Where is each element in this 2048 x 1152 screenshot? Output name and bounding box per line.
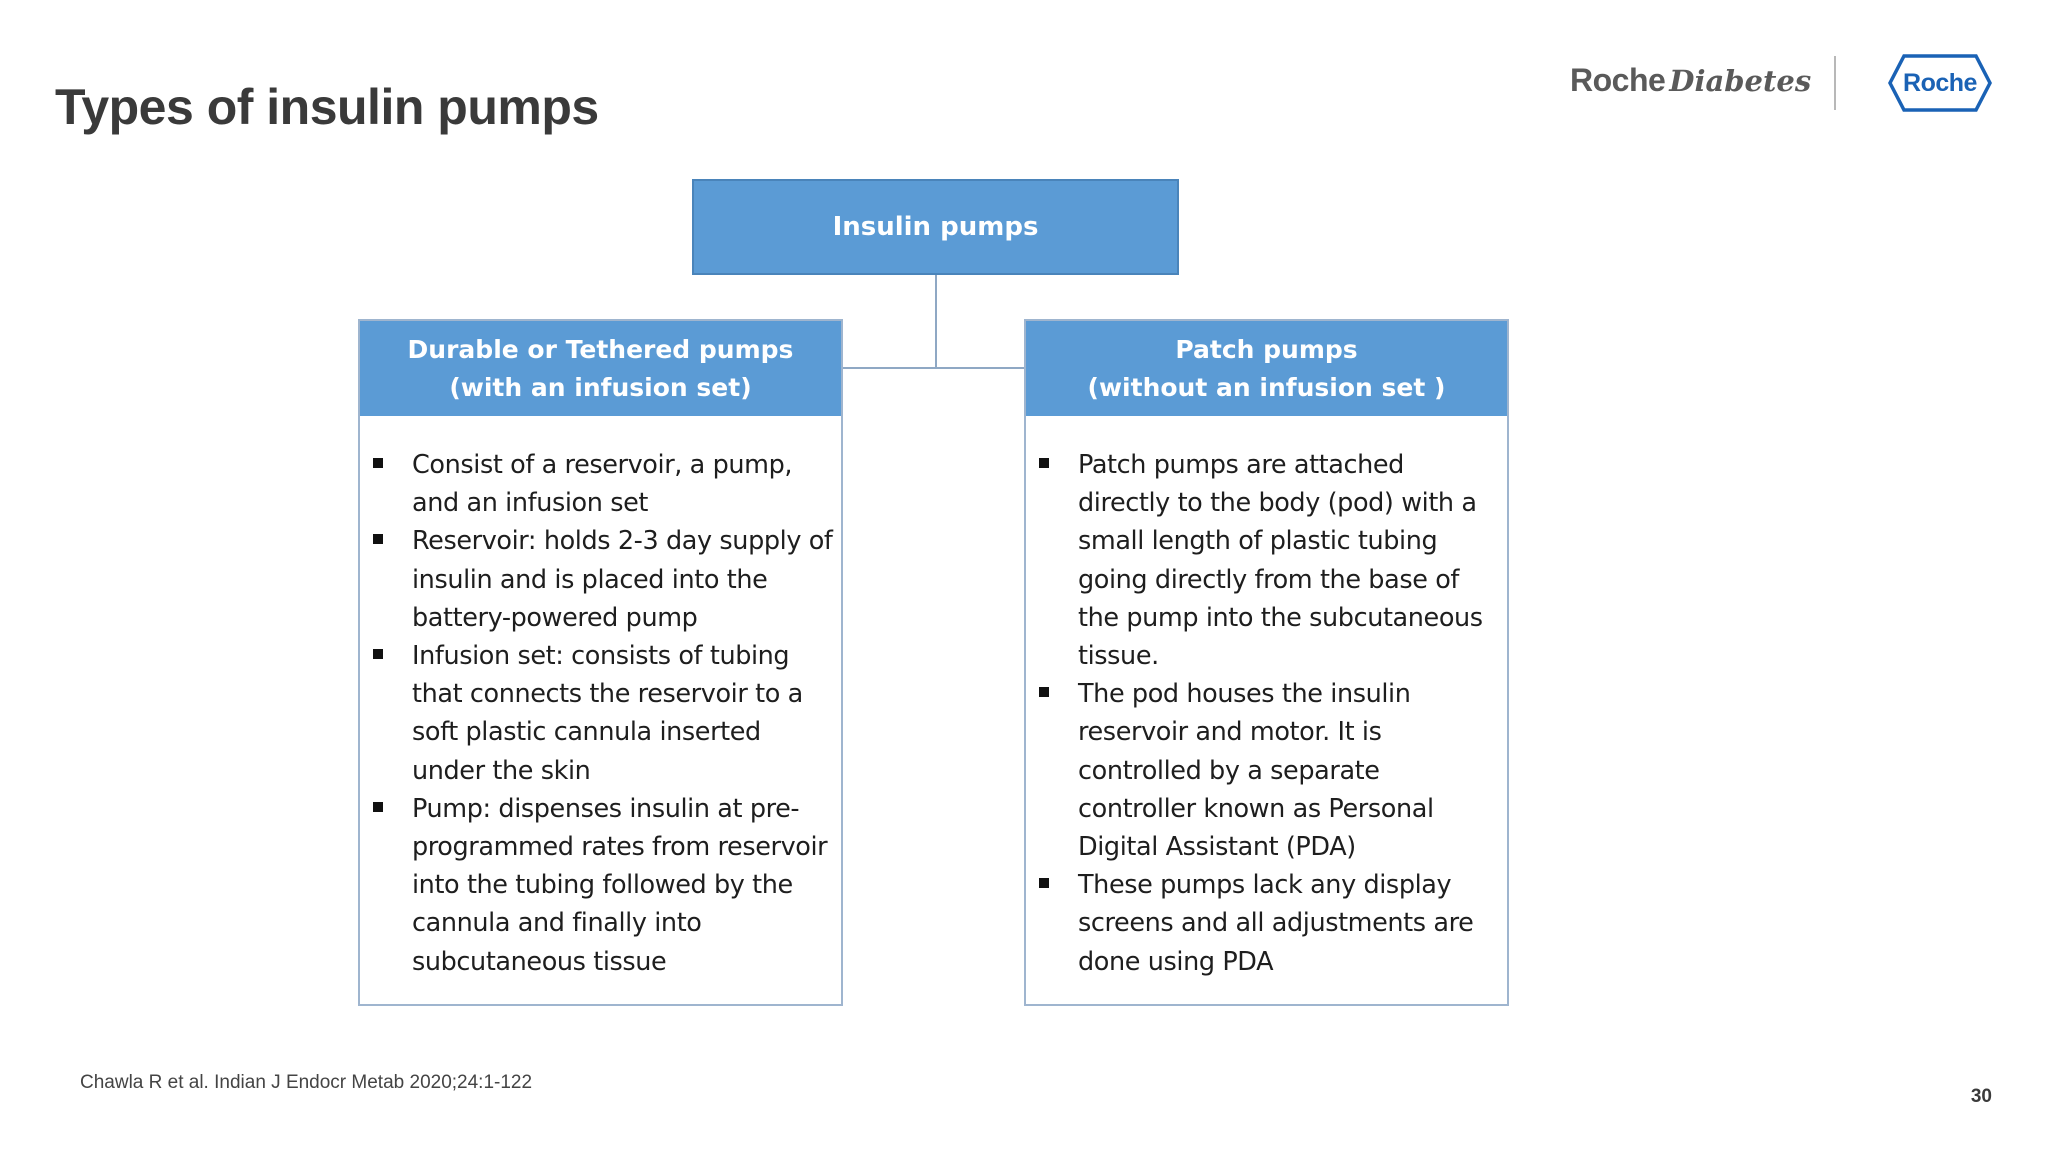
square-bullet-icon	[1039, 878, 1049, 888]
citation: Chawla R et al. Indian J Endocr Metab 2020;24:1-122	[80, 1072, 533, 1093]
branch-heading	[360, 321, 841, 416]
branch-bullet-list	[1026, 416, 1507, 981]
slide-title: Types of insulin pumps	[55, 79, 599, 135]
bullet-text: Reservoir: holds 2-3 day supply of insulin and is placed into the battery-powered pump	[412, 526, 833, 633]
bullet-text: Consist of a reservoir, a pump, and an infusion set	[412, 450, 793, 519]
wordmark-diabetes: Diabetes	[1669, 64, 1812, 98]
bullet-item	[1038, 866, 1499, 981]
square-bullet-icon	[373, 534, 383, 544]
bullet-item	[372, 446, 833, 522]
bullet-text: The pod houses the insulin reservoir and motor. It is controlled by a separate controller known as Personal Digital Assistant (PDA)	[1078, 679, 1434, 863]
bullet-text: Infusion set: consists of tubing that connects the reservoir to a soft plastic cannula inserted under the skin	[412, 641, 803, 786]
branch-heading-line2: (with an infusion set)	[449, 372, 752, 402]
square-bullet-icon	[373, 802, 383, 812]
square-bullet-icon	[1039, 458, 1049, 468]
bullet-text: Patch pumps are attached directly to the body (pod) with a small length of plastic tubing going directly from the base of the pump into the subcutaneous tissue.	[1078, 450, 1483, 672]
bullet-item	[372, 522, 833, 637]
branch-heading-line2: (without an infusion set )	[1087, 372, 1446, 402]
root-node-insulin-pumps: Insulin pumps	[692, 179, 1179, 275]
square-bullet-icon	[373, 458, 383, 468]
branch-bullet-list	[360, 416, 841, 981]
square-bullet-icon	[373, 649, 383, 659]
bullet-item	[1038, 446, 1499, 675]
bullet-item	[372, 637, 833, 790]
branch-durable-tethered-pumps	[358, 319, 843, 1006]
bullet-text: These pumps lack any display screens and all adjustments are done using PDA	[1078, 870, 1474, 977]
branch-heading-line1: Patch pumps	[1175, 334, 1358, 364]
branch-heading	[1026, 321, 1507, 416]
square-bullet-icon	[1039, 687, 1049, 697]
bullet-text: Pump: dispenses insulin at pre-programmed rates from reservoir into the tubing followed by the cannula and finally into subcutaneous tissue	[412, 793, 828, 977]
wordmark-roche: Roche	[1570, 62, 1666, 98]
branch-heading-line1: Durable or Tethered pumps	[407, 334, 794, 364]
page-number: 30	[1970, 1086, 1992, 1107]
logo-text: Roche	[1903, 69, 1977, 97]
branch-patch-pumps	[1024, 319, 1509, 1006]
bullet-item	[1038, 675, 1499, 866]
bullet-item	[372, 790, 833, 981]
